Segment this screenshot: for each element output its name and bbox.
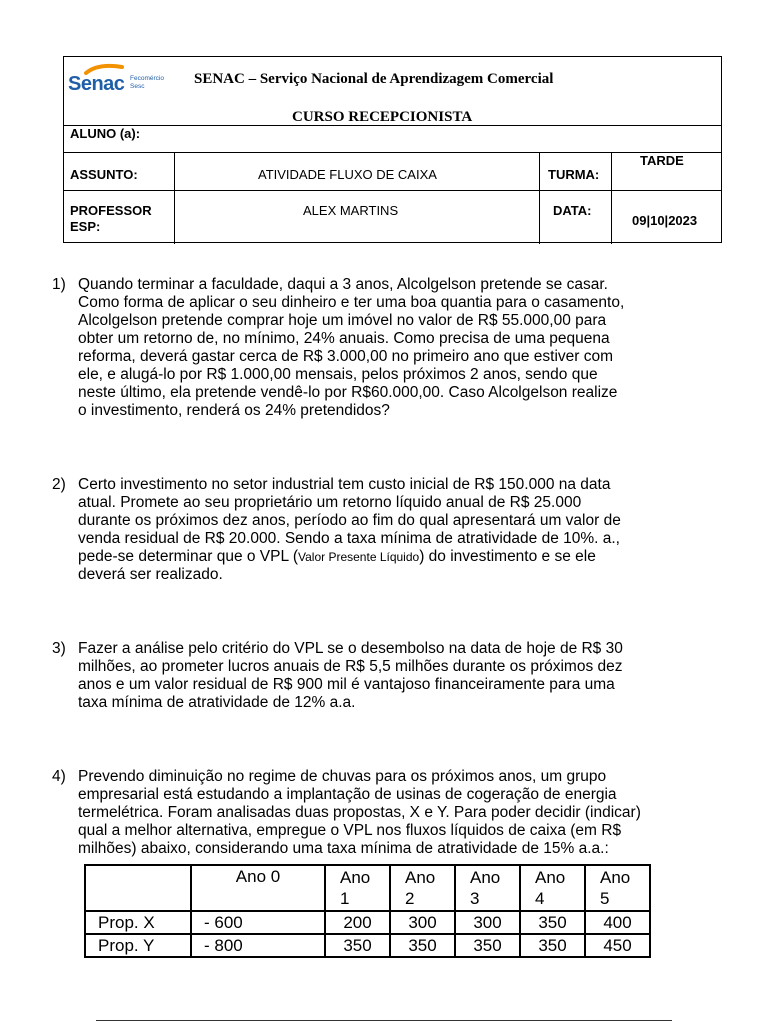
divider: [174, 153, 175, 244]
logo-brand: Senac: [68, 73, 125, 95]
teacher-row: [64, 191, 721, 244]
table-header-cell: Ano 5: [585, 865, 650, 911]
table-cell: - 800: [191, 934, 325, 957]
question-text: Prevendo diminuição no regime de chuvas para os próximos anos, um grupo empresarial está estudando a implantação de usinas de cogeração de energia termelétrica. Foram analisadas duas propostas, X e Y. Para poder decidir (indicar) qual a melhor alternativa, empregue o VPL nos fluxos líquidos de caixa (em R$ milhões) abaixo, considerando uma taxa mínima de atratividade de 15% a.a.:: [78, 768, 641, 857]
table-header-cell: Ano 3: [455, 865, 520, 911]
table-header-cell: Ano 4: [520, 865, 585, 911]
question-number: 2): [52, 476, 66, 493]
table-cell: 400: [585, 911, 650, 934]
teacher-label: PROFESSOR ESP:: [70, 203, 152, 234]
table-row: [85, 934, 650, 957]
institution-title: SENAC – Serviço Nacional de Aprendizagem Comercial: [194, 71, 554, 87]
question-text: Fazer a análise pelo critério do VPL se o desembolso na data de hoje de R$ 30 milhões, ao prometer lucros anuais de R$ 5,5 milhões durante os próximos dez anos e um valor residual de R$ 900 mil é vantajoso financeiramente para uma taxa mínima de atratividade de 12% a.a.: [78, 640, 623, 711]
table-header-cell: [85, 865, 191, 911]
table-cell: 350: [455, 934, 520, 957]
table-cell: 350: [520, 934, 585, 957]
table-cell: Prop. Y: [85, 934, 191, 957]
question-text: Certo investimento no setor industrial tem custo inicial de R$ 150.000 na data atual. Promete ao seu proprietário um retorno líquido anual de R$ 25.000 durante os próximos dez anos, período ao fim do qual apresentará um valor de venda residual de R$ 20.000. Sendo a taxa mínima de atratividade de 10%. a., pede-se determinar que o VPL (Valor Presente Líquido) do investimento e se ele deverá ser realizado.: [78, 476, 621, 583]
table-cell: 200: [325, 911, 390, 934]
cash-flow-table: [84, 864, 651, 958]
table-cell: 450: [585, 934, 650, 957]
table-cell: Prop. X: [85, 911, 191, 934]
student-row: [64, 126, 721, 153]
course-title: CURSO RECEPCIONISTA: [292, 109, 473, 125]
subject-label: ASSUNTO:: [70, 167, 138, 182]
table-cell: 300: [390, 911, 455, 934]
table-cell: 350: [325, 934, 390, 957]
table-cell: 350: [520, 911, 585, 934]
class-value: TARDE: [640, 153, 684, 168]
senac-logo: [68, 71, 178, 101]
table-header-cell: Ano 0: [191, 865, 325, 911]
question-number: 4): [52, 768, 66, 785]
question-number: 1): [52, 276, 66, 293]
bottom-divider: [96, 1020, 672, 1021]
date-value: 09|10|2023: [632, 213, 698, 228]
table-header-cell: Ano 2: [390, 865, 455, 911]
divider: [539, 153, 540, 244]
subject-value: ATIVIDADE FLUXO DE CAIXA: [258, 167, 437, 182]
vpl-definition: Valor Presente Líquido: [298, 550, 420, 564]
table-header-cell: Ano 1: [325, 865, 390, 911]
teacher-value: ALEX MARTINS: [303, 203, 399, 218]
table-cell: - 600: [191, 911, 325, 934]
header-title-row: [64, 57, 721, 126]
question-number: 3): [52, 640, 66, 657]
student-label: ALUNO (a):: [70, 126, 141, 141]
question-text: Quando terminar a faculdade, daqui a 3 anos, Alcolgelson pretende se casar. Como forma de aplicar o seu dinheiro e ter uma boa quantia para o casamento, Alcolgelson pretende comprar hoje um imóvel no valor de R$ 55.000,00 para obter um retorno de, no mínimo, 24% anuais. Como precisa de uma pequena reforma, deverá gastar cerca de R$ 3.000,00 no primeiro ano que estiver com ele, e alugá-lo por R$ 1.000,00 mensais, pelos próximos 2 anos, sendo que neste último, ela pretende vendê-lo por R$60.000,00. Caso Alcolgelson realize o investimento, renderá os 24% pretendidos?: [78, 276, 625, 419]
date-label: DATA:: [553, 203, 592, 218]
table-cell: 300: [455, 911, 520, 934]
logo-subtitle: Fecomércio Sesc: [130, 75, 164, 90]
table-row: [85, 911, 650, 934]
table-cell: 350: [390, 934, 455, 957]
subject-row: [64, 153, 721, 191]
header-table: [63, 56, 722, 243]
table-header-row: [85, 865, 650, 911]
class-label: TURMA:: [548, 167, 600, 182]
divider: [611, 153, 612, 244]
